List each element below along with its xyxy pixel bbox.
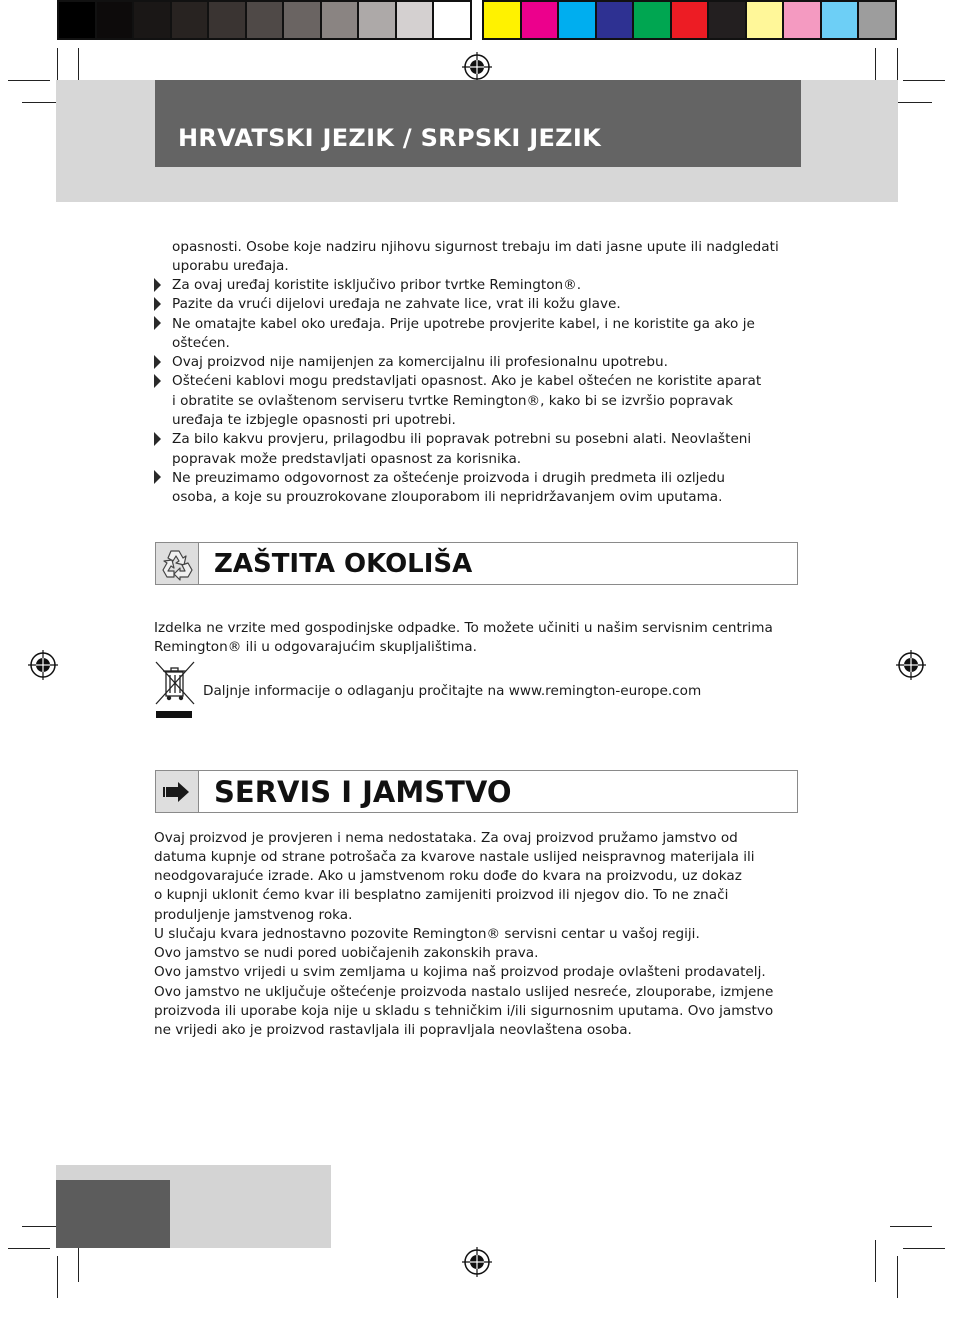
service-line: o kupnji uklonit ćemo kvar ili besplatno zamijeniti proizvod ili njegov dio. To ne znači: [154, 887, 729, 903]
color-swatch: [559, 2, 597, 38]
color-swatch: [397, 2, 435, 38]
safety-bullet-cont: oštećen.: [172, 335, 230, 351]
service-line: proizvoda ili uporabe koja nije u skladu s tehničkim i/ili sigurnosnim uputama. Ovo jamstvo: [154, 1003, 774, 1019]
color-swatch: [359, 2, 397, 38]
color-calibration-bar-left: [57, 0, 472, 40]
arrow-right-icon: [156, 771, 199, 812]
service-line: Ovo jamstvo vrijedi u svim zemljama u kojima naš proizvod prodaje ovlašteni prodavatelj.: [154, 964, 766, 980]
color-swatch: [209, 2, 247, 38]
color-swatch: [634, 2, 672, 38]
safety-bullet: Pazite da vrući dijelovi uređaja ne zahvate lice, vrat ili kožu glave.: [172, 296, 621, 312]
color-swatch: [672, 2, 710, 38]
weee-info-text: Daljnje informacije o odlaganju pročitajte na www.remington-europe.com: [203, 683, 702, 699]
crop-mark: [897, 1256, 898, 1298]
service-line: produljenje jamstvenog roka.: [154, 907, 353, 923]
safety-bullet: Ovaj proizvod nije namijenjen za komercijalnu ili profesionalnu upotrebu.: [172, 354, 668, 370]
crop-mark: [903, 1248, 945, 1249]
safety-bullet: Ne preuzimamo odgovornost za oštećenje proizvoda i drugih predmeta ili ozljedu: [172, 470, 726, 486]
safety-bullet-cont: uređaja te izbjegle opasnosti pri upotrebi.: [172, 412, 456, 428]
environment-section-header: [155, 542, 798, 585]
safety-bullet: Za bilo kakvu provjeru, prilagodbu ili popravak potrebni su posebni alati. Neovlašteni: [172, 431, 752, 447]
safety-bullet: Oštećeni kablovi mogu predstavljati opasnost. Ako je kabel oštećen ne koristite aparat: [172, 373, 762, 389]
crop-mark: [8, 1248, 50, 1249]
color-swatch: [859, 2, 895, 38]
color-swatch: [784, 2, 822, 38]
page-title: HRVATSKI JEZIK / SRPSKI JEZIK: [178, 124, 601, 152]
service-line: U slučaju kvara jednostavno pozovite Remington® servisni centar u vašoj regiji.: [154, 926, 700, 942]
color-swatch: [59, 2, 97, 38]
safety-bullet: Ne omatajte kabel oko uređaja. Prije upotrebe provjerite kabel, i ne koristite ga ako je: [172, 316, 755, 332]
color-swatch: [747, 2, 785, 38]
registration-mark-icon: [462, 52, 492, 82]
safety-bullet-cont: popravak može predstavljati opasnost za korisnika.: [172, 451, 522, 467]
crop-mark: [890, 1226, 932, 1227]
service-line: neodgovarajuće izrade. Ako u jamstvenom roku dođe do kvara na proizvodu, uz dokaz: [154, 868, 742, 884]
service-title: SERVIS I JAMSTVO: [214, 775, 512, 809]
bullet-arrow-icon: [154, 470, 161, 484]
color-swatch: [484, 2, 522, 38]
safety-bullet: Za ovaj uređaj koristite isključivo pribor tvrtke Remington®.: [172, 277, 582, 293]
crop-mark: [57, 1256, 58, 1298]
crop-mark: [875, 1240, 876, 1282]
service-line: Ovo jamstvo ne uključuje oštećenje proizvoda nastalo uslijed nesreće, zlouporabe, izmjene: [154, 984, 774, 1000]
bullet-arrow-icon: [154, 316, 161, 330]
service-section-header: [155, 770, 798, 813]
recycle-icon: [156, 543, 199, 584]
color-swatch: [822, 2, 860, 38]
registration-mark-icon: [462, 1247, 492, 1277]
color-swatch: [172, 2, 210, 38]
color-swatch: [247, 2, 285, 38]
crop-mark: [903, 80, 945, 81]
color-swatch: [322, 2, 360, 38]
color-swatch: [522, 2, 560, 38]
bullet-arrow-icon: [154, 432, 161, 446]
color-calibration-bar-right: [482, 0, 897, 40]
service-line: Ovaj proizvod je provjeren i nema nedostataka. Za ovaj proizvod pružamo jamstvo od: [154, 830, 738, 846]
crossed-bin-icon: [154, 660, 196, 720]
safety-bullet-cont: osoba, a koje su prouzrokovane zlouporabom ili nepridržavanjem ovim uputama.: [172, 489, 723, 505]
footer-page-tab: [56, 1180, 170, 1248]
bullet-arrow-icon: [154, 374, 161, 388]
safety-intro-line: uporabu uređaja.: [172, 258, 289, 274]
safety-bullet-cont: i obratite se ovlaštenom serviseru tvrtke Remington®, kako bi se izvršio popravak: [172, 393, 734, 409]
color-swatch: [434, 2, 470, 38]
service-line: Ovo jamstvo se nudi pored uobičajenih zakonskih prava.: [154, 945, 539, 961]
environment-paragraph-line: Remington® ili u odgovarajućim skupljalištima.: [154, 639, 477, 655]
color-swatch: [97, 2, 135, 38]
service-line: ne vrijedi ako je proizvod rastavljala ili popravljala neovlaštena osoba.: [154, 1022, 632, 1038]
bullet-arrow-icon: [154, 278, 161, 292]
color-swatch: [284, 2, 322, 38]
registration-mark-icon: [896, 650, 926, 680]
environment-title: ZAŠTITA OKOLIŠA: [214, 549, 473, 579]
service-line: datuma kupnje od strane potrošača za kvarove nastale uslijed neispravnog materijala ili: [154, 849, 755, 865]
bullet-arrow-icon: [154, 297, 161, 311]
color-swatch: [709, 2, 747, 38]
safety-intro-line: opasnosti. Osobe koje nadziru njihovu sigurnost trebaju im dati jasne upute ili nadgledati: [172, 239, 779, 255]
bullet-arrow-icon: [154, 355, 161, 369]
environment-paragraph-line: Izdelka ne vrzite med gospodinjske odpadke. To možete učiniti u našim servisnim centrima: [154, 620, 773, 636]
registration-mark-icon: [28, 650, 58, 680]
color-swatch: [134, 2, 172, 38]
color-swatch: [597, 2, 635, 38]
crop-mark: [8, 80, 50, 81]
